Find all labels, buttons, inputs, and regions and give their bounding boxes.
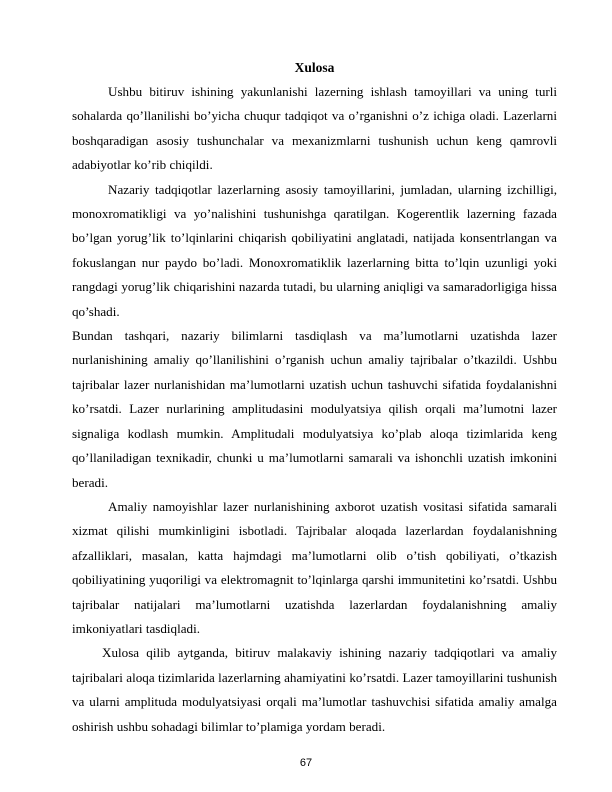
document-page bbox=[72, 56, 557, 739]
paragraph-experiments: Bundan tashqari, nazariy bilimlarni tasdiqlash va ma’lumotlarni uzatishda lazer nurlanishining amaliy qo’llanilishini o’rganish uchun amaliy tajribalar o’tkazildi. Ushbu tajribalar lazer nurlanishidan ma’lumotlarni uzatish uchun tashuvchi sifatida foydalanishni ko’rsatdi. Lazer nurlarining amplitudasini modulyatsiya qilish orqali ma’lumotni lazer signaliga kodlash mumkin. Amplitudali modulyatsiya ko’plab aloqa tizimlarida keng qo’llaniladigan texnikadir, chunki u ma’lumotlarni samarali va ishonchli uzatish imkonini beradi. bbox=[72, 328, 557, 490]
paragraph-theory: Nazariy tadqiqotlar lazerlarning asosiy tamoyillarini, jumladan, ularning izchilligi, monoxromatikligi va yo’nalishini tushunishga qaratilgan. Kogerentlik lazerning fazada bo’lgan yorug’lik to’lqinlarini chiqarish qobiliyatini anglatadi, natijada konsentrlangan va fokuslangan nur paydo bo’ladi. Monoxromatiklik lazerlarning bitta to’lqin uzunligi yoki rangdagi yorug’lik chiqarishini nazarda tutadi, bu ularning aniqligi va samaradorligiga hissa qo’shadi. bbox=[72, 181, 557, 319]
paragraph-demonstrations: Amaliy namoyishlar lazer nurlanishining axborot uzatish vositasi sifatida samarali xizmat qilishi mumkinligini isbotladi. Tajribalar aloqada lazerlardan foydalanishning afzalliklari, masalan, katta hajmdagi ma’lumotlarni olib o’tish qobiliyati, o’tkazish qobiliyatining yuqoriligi va elektromagnit to’lqinlarga qarshi immunitetini ko’rsatdi. Ushbu tajribalar natijalari ma’lumotlarni uzatishda lazerlardan foydalanishning amaliy imkoniyatlari tasdiqladi. bbox=[72, 498, 557, 636]
page-title: Xulosa bbox=[294, 60, 335, 75]
paragraph-intro: Ushbu bitiruv ishining yakunlanishi lazerning ishlash tamoyillari va uning turli sohalarda qo’llanilishi bo’yicha chuqur tadqiqot va o’rganishni o’z ichiga oladi. Lazerlarni boshqaradigan asosiy tushunchalar va mexanizmlarni tushunish uchun keng qamrovli adabiyotlar ko’rib chiqildi. bbox=[72, 84, 557, 173]
paragraph-conclusion: Xulosa qilib aytganda, bitiruv malakaviy ishining nazariy tadqiqotlari va amaliy tajribalari aloqa tizimlarida lazerlarning ahamiyatini ko’rsatdi. Lazer tamoyillarini tushunish va ularni amplituda modulyatsiyasi orqali ma’lumotlar tashuvchisi sifatida amaliy amalga oshirish ushbu sohadagi bilimlar to’plamiga yordam beradi. bbox=[72, 645, 557, 734]
page-number: 67 bbox=[299, 757, 313, 769]
